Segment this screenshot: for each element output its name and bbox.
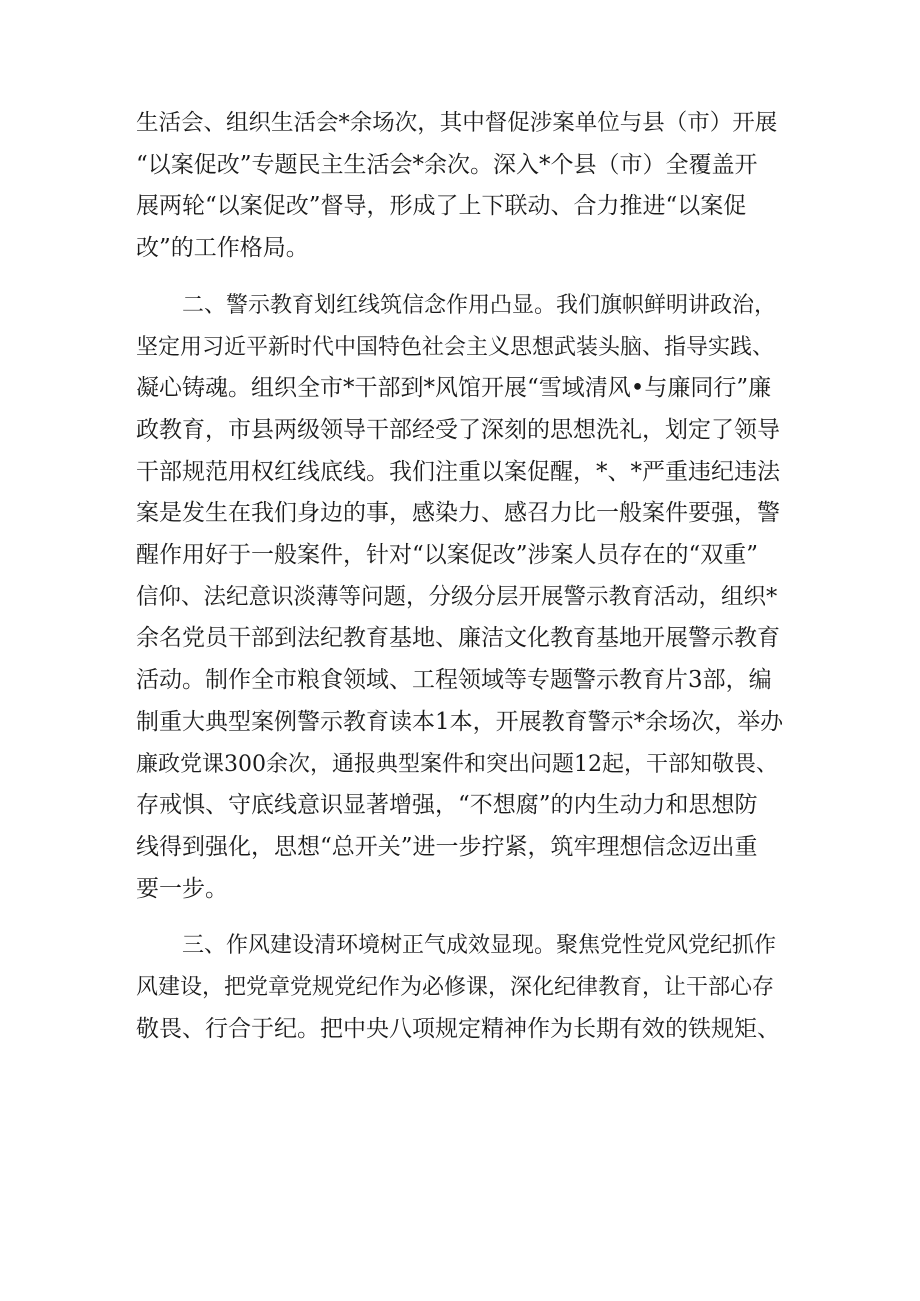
text-line: 存戒惧、守底线意识显著增强，“不想腐”的内生动力和思想防	[136, 792, 758, 819]
text-line: 改”的工作格局。	[136, 235, 309, 262]
paragraph-1	[136, 103, 786, 270]
text-line: 活动。制作全市粮食领域、工程领域等专题警示教育片3部，编	[136, 667, 772, 694]
document-body	[136, 103, 786, 1065]
paragraph-3	[136, 925, 786, 1050]
text-line: 要一步。	[136, 875, 228, 902]
text-line: 干部规范用权红线底线。我们注重以案促醒，*、*严重违纪违法	[136, 458, 780, 485]
text-line: 凝心铸魂。组织全市*干部到*风馆开展“雪域清风•与廉同行”廉	[136, 375, 772, 402]
text-line: 二、警示教育划红线筑信念作用凸显。我们旗帜鲜明讲政治，	[182, 292, 777, 318]
text-line: 生活会、组织生活会*余场次，其中督促涉案单位与县（市）开展	[136, 110, 778, 136]
text-line: 政教育，市县两级领导干部经受了深刻的思想洗礼，划定了领导	[136, 416, 780, 443]
text-line: 风建设，把党章党规党纪作为必修课，深化纪律教育，让干部心存	[136, 975, 775, 1001]
text-line: 线得到强化，思想“总开关”进一步拧紧，筑牢理想信念迈出重	[136, 833, 758, 860]
paragraph-2	[136, 285, 786, 911]
text-line: 展两轮“以案促改”督导，形成了上下联动、合力推进“以案促	[136, 193, 747, 220]
text-line: 余名党员干部到法纪教育基地、廉洁文化教育基地开展警示教育	[136, 625, 780, 652]
text-line: 坚定用习近平新时代中国特色社会主义思想武装头脑、指导实践、	[136, 334, 775, 360]
text-line: 制重大典型案例警示教育读本1本，开展教育警示*余场次，举办	[136, 708, 784, 735]
text-line: 敬畏、行合于纪。把中央八项规定精神作为长期有效的铁规矩、	[136, 1015, 780, 1042]
text-line: 醒作用好于一般案件，针对“以案促改”涉案人员存在的“双重”	[136, 542, 759, 569]
text-line: 三、作风建设清环境树正气成效显现。聚焦党性党风党纪抓作	[182, 933, 777, 959]
text-line: “以案促改”专题民主生活会*余次。深入*个县（市）全覆盖开	[136, 151, 758, 178]
text-line: 廉政党课300余次，通报典型案件和突出问题12起，干部知敬畏、	[136, 751, 778, 777]
text-line: 信仰、法纪意识淡薄等问题，分级分层开展警示教育活动，组织*	[136, 583, 778, 610]
text-line: 案是发生在我们身边的事，感染力、感召力比一般案件要强，警	[136, 500, 780, 527]
